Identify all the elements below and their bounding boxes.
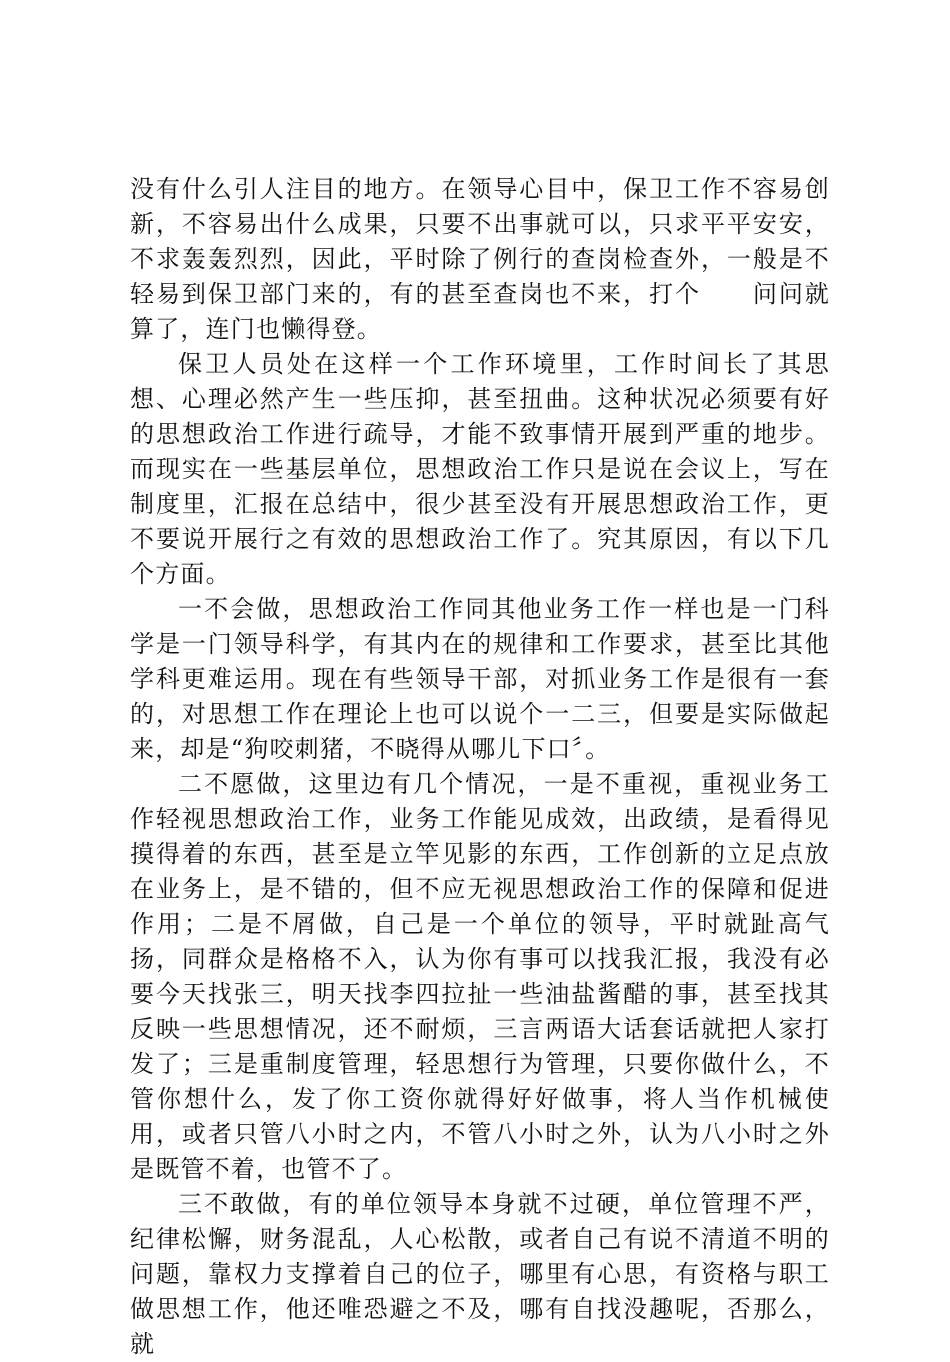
paragraph-cannot-do: 一不会做，思想政治工作同其他业务工作一样也是一门科学是一门领导科学，有其内在的规律和工作要求，甚至比其他学科更难运用。现在有些领导干部，对抓业务工作是很有一套的，对思想工作在理论上也可以说个一二三，但要是实际做起来，却是“狗咬刺猪，不晓得从哪儿下口〞。 — [130, 595, 830, 763]
paragraph-dare-not-do: 三不敢做，有的单位领导本身就不过硬，单位管理不严，纪律松懈，财务混乱，人心松散，或者自己有说不清道不明的问题，靠权力支撑着自己的位子，哪里有心思，有资格与职工做思想工作，他还唯恐避之不及，哪有自找没趣呢，否那么，就 — [130, 1190, 830, 1358]
paragraph-unwilling-to-do: 二不愿做，这里边有几个情况，一是不重视，重视业务工作轻视思想政治工作，业务工作能见成效，出政绩，是看得见摸得着的东西，甚至是立竿见影的东西，工作创新的立足点放在业务上，是不错的，但不应无视思想政治工作的保障和促进作用；二是不屑做，自己是一个单位的领导，平时就趾高气扬，同群众是格格不入，认为你有事可以找我汇报，我没有必要今天找张三，明天找李四拉扯一些油盐酱醋的事，甚至找其反映一些思想情况，还不耐烦，三言两语大话套话就把人家打发了；三是重制度管理，轻思想行为管理，只要你做什么，不管你想什么，发了你工资你就得好好做事，将人当作机械使用，或者只管八小时之内，不管八小时之外，认为八小时之外是既管不着，也管不了。 — [130, 770, 830, 1183]
document-body — [130, 172, 830, 1362]
paragraph-work-environment: 保卫人员处在这样一个工作环境里，工作时间长了其思想、心理必然产生一些压抑，甚至扭曲。这种状况必须要有好的思想政治工作进行疏导，才能不致事情开展到严重的地步。而现实在一些基层单位，思想政治工作只是说在会议上，写在制度里，汇报在总结中，很少甚至没有开展思想政治工作，更不要说开展行之有效的思想政治工作了。究其原因，有以下几个方面。 — [130, 350, 830, 588]
paragraph-continuation: 没有什么引人注目的地方。在领导心目中，保卫工作不容易创新，不容易出什么成果，只要不出事就可以，只求平平安安，不求轰轰烈烈，因此，平时除了例行的查岗检查外，一般是不轻易到保卫部门来的，有的甚至查岗也不来，打个 问问就算了，连门也懒得登。 — [130, 175, 830, 343]
